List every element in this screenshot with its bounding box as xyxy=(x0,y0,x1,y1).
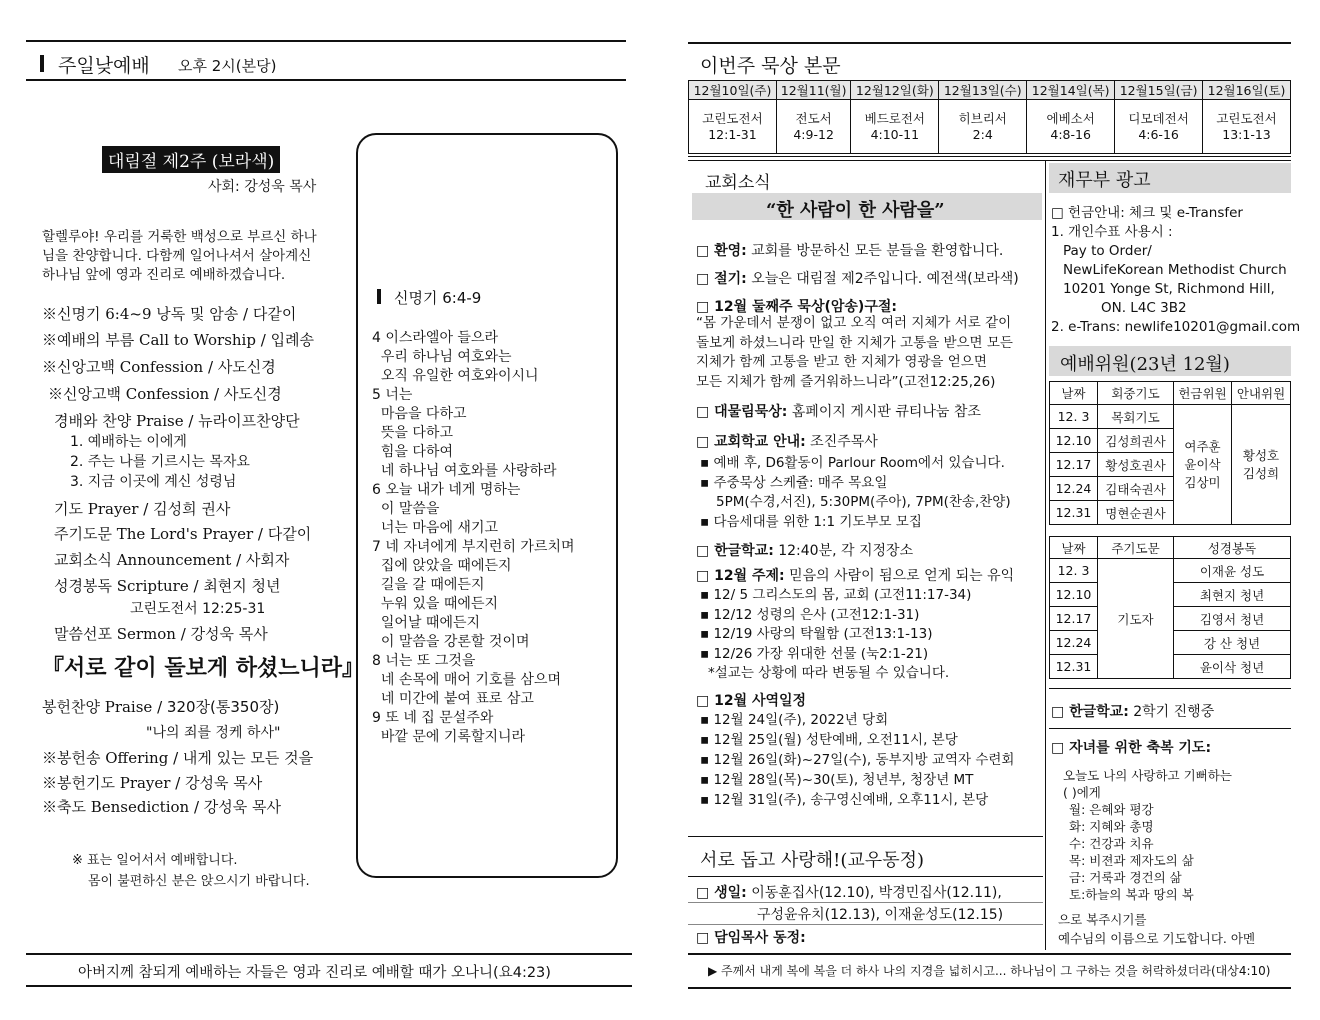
scripture-line: 일어날 때에든지 xyxy=(372,615,481,631)
offering-song-title: "나의 죄를 정케 하사" xyxy=(146,725,281,741)
meditation-book: 베드로전서 xyxy=(864,110,926,126)
scripture-line: 이 말씀을 강론할 것이며 xyxy=(372,634,530,650)
offering-cell xyxy=(1174,405,1232,525)
order-name: ※신앙고백 Confession xyxy=(48,385,210,403)
scripture-line: 오직 유일한 여호와이시니 xyxy=(372,368,539,384)
children-prayer-end-1: 으로 복주시기를 xyxy=(1058,912,1147,927)
finance-line: □ 헌금안내: 체크 및 e-Transfer xyxy=(1051,205,1243,221)
order-person: / 강성욱 목사 xyxy=(193,798,282,816)
theme-items xyxy=(700,586,971,684)
name: 김상미 xyxy=(1184,474,1221,490)
label: □ 환영: xyxy=(696,243,747,259)
news-banner: “한 사람이 한 사람을” xyxy=(766,200,945,221)
order-item xyxy=(54,623,268,644)
order-item xyxy=(54,410,300,431)
item-text: 12/ 5 그리스도의 몸, 교회 (고전11:17-34) xyxy=(713,587,972,603)
korean-school-notice xyxy=(1051,701,1214,721)
meditation-date: 12월16일(토) xyxy=(1203,81,1291,100)
order-item xyxy=(42,356,276,377)
schedule-item: ▪ 12월 25일(월) 성탄예배, 오전11시, 본당 xyxy=(700,732,958,748)
order-item xyxy=(54,575,281,596)
item-text: 12월 25일(월) 성탄예배, 오전11시, 본당 xyxy=(713,732,958,748)
td: 12.17 xyxy=(1050,607,1098,631)
school-item: ▪ 예배 후, D6활동이 Parlour Room에서 있습니다. xyxy=(700,455,1005,471)
td: 김영서 청년 xyxy=(1174,607,1291,631)
order-person: / 내게 있는 모든 것을 xyxy=(173,749,314,767)
order-person: / 사도신경 xyxy=(208,358,276,376)
label: □ 절기: xyxy=(696,271,747,287)
label: □ 담임목사 동정: xyxy=(696,930,806,946)
theme-item: ▪ 12/12 성령의 은사 (고전12:1-31) xyxy=(700,606,920,623)
scripture-marker xyxy=(377,289,381,304)
label: □ 한글학교: xyxy=(1051,704,1129,720)
value: 조진주목사 xyxy=(805,434,878,450)
order-name: ※신앙고백 Confession xyxy=(42,358,204,376)
scripture-line: 뜻을 다하고 xyxy=(372,425,453,441)
order-person: / 최현지 청년 xyxy=(193,577,281,595)
th: 회중기도 xyxy=(1098,382,1174,405)
schedule-item: ▪ 12월 26일(화)~27일(수), 동부지방 교역자 수련회 xyxy=(700,752,1015,768)
td: 12.31 xyxy=(1050,655,1098,679)
td: 명현순권사 xyxy=(1098,501,1174,525)
call-to-worship xyxy=(42,228,317,285)
service-title: 주일낮예배 xyxy=(58,55,150,77)
item-text: 예배 후, D6활동이 Parlour Room에서 있습니다. xyxy=(713,455,1005,471)
td: 윤이삭 청년 xyxy=(1174,655,1291,679)
presider: 사회: 강성욱 목사 xyxy=(208,179,317,195)
value: 12:40분, 각 지정장소 xyxy=(773,543,914,559)
order-name: 기도 Prayer xyxy=(54,500,139,518)
finance-line: ON. L4C 3B2 xyxy=(1101,300,1187,316)
order-name: ※신명기 6:4~9 낭독 및 암송 xyxy=(42,305,239,323)
order-person: / 사도신경 xyxy=(214,385,282,403)
meditation-ref: 4:6-16 xyxy=(1138,126,1179,142)
scripture-line: 9 또 네 집 문설주와 xyxy=(372,710,494,726)
meditation-date: 12월15일(금) xyxy=(1115,81,1203,100)
order-person: / 다같이 xyxy=(257,525,312,543)
school-item: ▪ 다음세대를 위한 1:1 기도부모 모집 xyxy=(700,513,922,530)
care-pastor xyxy=(696,927,806,947)
schedule-item: ▪ 12월 24일(주), 2022년 당회 xyxy=(700,712,889,728)
value: 오늘은 대림절 제2주입니다. 예전색(보라색) xyxy=(746,271,1019,287)
meditation-table xyxy=(688,80,1291,154)
note-line: ※ 표는 일어서서 예배합니다. xyxy=(72,853,238,868)
scripture-line: 힘을 다하여 xyxy=(372,444,453,460)
service-time: 오후 2시(본당) xyxy=(178,57,277,75)
prayer-line: 토:하늘의 복과 땅의 복 xyxy=(1069,887,1194,902)
meditation-passage xyxy=(939,100,1027,154)
prayer-line: 금: 거룩과 경건의 삶 xyxy=(1069,870,1182,885)
item-text: 다음세대를 위한 1:1 기도부모 모집 xyxy=(713,513,922,530)
scripture-ref: 고린도전서 12:25-31 xyxy=(130,601,266,617)
meditation-date: 12월14일(목) xyxy=(1027,81,1115,100)
label: □ 12월 둘째주 묵상(암송)구절: xyxy=(696,299,897,315)
item-text: 12/19 사랑의 탁월함 (고전13:1-13) xyxy=(713,626,933,642)
meditation-date: 12월11(월) xyxy=(776,81,850,100)
season-label-text: 대림절 제2주 (보라색) xyxy=(108,152,275,172)
order-person: / 입례송 xyxy=(260,331,315,349)
meditation-passage xyxy=(851,100,939,154)
order-item xyxy=(42,772,262,793)
news-welcome xyxy=(696,240,1003,260)
children-prayer-end-2: 예수님의 이름으로 기도합니다. 아멘 xyxy=(1058,931,1256,946)
committee-table-2 xyxy=(1049,536,1291,679)
item-text: 12/12 성령의 은사 (고전12:1-31) xyxy=(713,606,920,623)
finance-line: 2. e-Trans: newlife10201@gmail.com xyxy=(1051,319,1301,335)
left-footer: 아버지께 참되게 예배하는 자들은 영과 진리로 예배할 때가 오나니(요4:23) xyxy=(78,965,551,981)
schedule-item: ▪ 12월 28일(목)~30(토), 청년부, 청장년 MT xyxy=(700,772,974,788)
value: 홈페이지 게시판 큐티나눔 참조 xyxy=(787,404,981,420)
order-person: / 다같이 xyxy=(243,305,297,323)
order-item xyxy=(54,523,311,544)
meditation-book: 고린도전서 xyxy=(702,110,763,126)
finance-line: Pay to Order/ xyxy=(1063,243,1152,259)
scripture-line: 4 이스라엘아 들으라 xyxy=(372,330,498,346)
verse-line: 지체가 함께 고통을 받고 한 지체가 영광을 얻으면 xyxy=(696,354,987,370)
right-footer: ▶ 주께서 내게 복에 복을 더 하사 나의 지경을 넓히시고... 하나님이 그 구하는 것을 허락하셨더라(대상4:10) xyxy=(708,964,1271,978)
news-memory-label xyxy=(696,296,897,316)
item-text: 12월 31일(주), 송구영신예배, 오후11시, 본당 xyxy=(713,792,989,808)
scripture-line: 7 네 자녀에게 부지런히 가르치며 xyxy=(372,539,575,555)
th: 안내위원 xyxy=(1232,382,1291,405)
praise-song: 1. 예배하는 이에게 xyxy=(70,434,187,450)
name: 윤이삭 xyxy=(1184,456,1221,472)
order-person: / 강성욱 목사 xyxy=(180,625,268,643)
school-item: ▪ 주중묵상 스케쥴: 매주 목요일 xyxy=(700,474,888,491)
scripture-line: 이 말씀을 xyxy=(372,501,440,517)
scripture-line: 5 너는 xyxy=(372,387,413,403)
praise-song: 3. 지금 이곳에 계신 성령님 xyxy=(70,474,237,490)
order-item xyxy=(42,329,314,350)
meditation-ref: 4:10-11 xyxy=(870,126,920,142)
label: □ 대물림묵상: xyxy=(696,404,788,420)
scripture-title: 신명기 6:4-9 xyxy=(394,289,482,307)
children-prayer-label xyxy=(1051,737,1211,757)
meditation-ref: 4:8-16 xyxy=(1050,126,1091,142)
care-birthday xyxy=(696,882,1002,902)
meditation-book: 고린도전서 xyxy=(1216,110,1277,126)
prayer-line: 화: 지혜와 총명 xyxy=(1069,819,1154,834)
prayer-cell: 기도자 xyxy=(1098,559,1174,679)
prayer-line: ( )에게 xyxy=(1063,785,1101,800)
order-name: 말씀선포 Sermon xyxy=(54,625,176,643)
value: 믿음의 사람이 됨으로 얻게 되는 유익 xyxy=(784,568,1015,584)
th: 날짜 xyxy=(1050,382,1098,405)
meditation-date: 12월10일(주) xyxy=(689,81,777,100)
scripture-line: 6 오늘 내가 네게 명하는 xyxy=(372,482,521,498)
sermon-title: 『서로 같이 돌보게 하셨느니라』 xyxy=(42,655,365,681)
meditation-date: 12월12일(화) xyxy=(851,81,939,100)
season-label xyxy=(102,146,280,173)
meditation-ref: 13:1-13 xyxy=(1222,126,1271,142)
news-korean xyxy=(696,540,913,560)
theme-note: *설교는 상황에 따라 변동될 수 있습니다. xyxy=(708,665,950,681)
th: 주기도문 xyxy=(1098,537,1174,559)
item-text: 12월 26일(화)~27일(수), 동부지방 교역자 수련회 xyxy=(713,752,1015,768)
order-person: / 강성욱 목사 xyxy=(175,774,263,792)
news-dawn xyxy=(696,401,981,421)
ctw-line: 하나님 앞에 영과 진리로 예배하겠습니다. xyxy=(42,267,286,283)
schedule-item: ▪ 12월 31일(주), 송구영신예배, 오후11시, 본당 xyxy=(700,792,989,808)
td: 12.24 xyxy=(1050,477,1098,501)
ctw-line: 할렐루야! 우리를 거룩한 백성으로 부르신 하나 xyxy=(42,229,317,245)
order-item xyxy=(42,696,279,717)
label: □ 생일: xyxy=(696,885,747,901)
scripture-line: 네 하나님 여호와를 사랑하라 xyxy=(372,463,557,479)
prayer-line: 월: 은혜와 평강 xyxy=(1069,802,1154,817)
schedule-items xyxy=(700,710,1014,810)
verse-line: 돌보게 하셨느니라 만일 한 지체가 고통을 받으면 모든 xyxy=(696,334,1013,351)
guide-cell xyxy=(1232,405,1291,525)
children-prayer xyxy=(1063,767,1232,903)
td: 12.17 xyxy=(1050,453,1098,477)
td: 황성호권사 xyxy=(1098,453,1174,477)
meditation-ref: 2:4 xyxy=(972,126,993,142)
scripture-line: 우리 하나님 여호와는 xyxy=(372,349,512,365)
td: 12. 3 xyxy=(1050,559,1098,583)
order-person: / 김성희 권사 xyxy=(143,500,231,518)
news-season xyxy=(696,268,1019,288)
finance-title: 재무부 광고 xyxy=(1058,170,1151,191)
care-birthday-2: 구성윤유치(12.13), 이재윤성도(12.15) xyxy=(757,907,1004,923)
scripture-line: 길을 갈 때에든지 xyxy=(372,577,485,593)
th: 헌금위원 xyxy=(1174,382,1232,405)
td: 12.10 xyxy=(1050,583,1098,607)
name: 여주훈 xyxy=(1184,438,1221,454)
praise-song: 2. 주는 나를 기르시는 목자요 xyxy=(70,454,250,470)
committee-title: 예배위원(23년 12월) xyxy=(1060,354,1230,375)
meditation-passage xyxy=(1203,100,1291,154)
verse-line: “몸 가운데서 분쟁이 없고 오직 여러 지체가 서로 같이 xyxy=(696,315,1012,331)
order-person: / 320장(통350장) xyxy=(157,698,280,716)
order-item xyxy=(42,747,313,768)
td: 12.24 xyxy=(1050,631,1098,655)
scripture-line: 마음을 다하고 xyxy=(372,406,467,422)
td: 12.31 xyxy=(1050,501,1098,525)
meditation-passage xyxy=(1027,100,1115,154)
order-name: ※봉헌송 Offering xyxy=(42,749,169,767)
theme-item: ▪ 12/ 5 그리스도의 몸, 교회 (고전11:17-34) xyxy=(700,587,972,603)
prayer-line: 목: 비젼과 제자도의 삶 xyxy=(1069,853,1194,868)
meditation-book: 히브리서 xyxy=(958,110,1007,126)
header-marker xyxy=(40,55,44,72)
order-item xyxy=(42,303,296,324)
td: 12. 3 xyxy=(1050,405,1098,429)
order-person: / 사회자 xyxy=(236,551,290,569)
scripture-line: 네 미간에 붙여 표로 삼고 xyxy=(372,691,534,707)
td: 김성희권사 xyxy=(1098,429,1174,453)
meditation-passage xyxy=(689,100,777,154)
order-name: ※축도 Bensediction xyxy=(42,798,190,816)
td: 강 산 청년 xyxy=(1174,631,1291,655)
meditation-book: 전도서 xyxy=(795,110,832,126)
meditation-book: 디모데전서 xyxy=(1128,110,1189,126)
school-item: 5PM(수경,서진), 5:30PM(주아), 7PM(찬송,찬양) xyxy=(716,494,1011,510)
order-item xyxy=(48,383,282,404)
meditation-ref: 4:9-12 xyxy=(793,126,834,142)
news-theme xyxy=(696,565,1014,585)
th: 성경봉독 xyxy=(1174,537,1291,559)
order-name: 주기도문 The Lord's Prayer xyxy=(54,525,254,543)
order-item xyxy=(42,796,281,817)
verse-line: 모든 지체가 함께 즐거워하느니라”(고전12:25,26) xyxy=(696,373,996,390)
scripture-line: 집에 앉았을 때에든지 xyxy=(372,558,512,574)
label: □ 12월 주제: xyxy=(696,568,785,584)
meditation-date: 12월13일(수) xyxy=(939,81,1027,100)
order-name: ※봉헌기도 Prayer xyxy=(42,774,171,792)
finance-line: 10201 Yonge St, Richmond Hill, xyxy=(1063,281,1275,297)
order-item xyxy=(54,498,230,519)
prayer-line: 오늘도 나의 사랑하고 기뻐하는 xyxy=(1063,768,1232,783)
item-text: 12/26 가장 위대한 선물 (눅2:1-21) xyxy=(713,645,929,662)
td: 이재윤 성도 xyxy=(1174,559,1291,583)
scripture-line: 바깥 문에 기록할지니라 xyxy=(372,729,526,745)
order-name: 경배와 찬양 Praise xyxy=(54,412,184,430)
news-memory-verse xyxy=(696,314,1013,392)
order-name: ※예배의 부름 Call to Worship xyxy=(42,331,256,349)
finance-lines xyxy=(1051,204,1300,337)
news-title: 교회소식 xyxy=(705,173,771,193)
committee-table xyxy=(1049,381,1291,525)
ctw-line: 님을 찬양합니다. 다함께 일어나셔서 살아계신 xyxy=(42,248,312,264)
scripture-line: 네 손목에 매어 기호를 삼으며 xyxy=(372,672,561,688)
label: □ 교회학교 안내: xyxy=(696,434,806,450)
label: □ 한글학교: xyxy=(696,543,774,559)
scripture-line: 누워 있을 때에든지 xyxy=(372,596,498,612)
item-text: 주중묵상 스케쥴: 매주 목요일 xyxy=(713,474,888,491)
scripture-line: 8 너는 또 그것을 xyxy=(372,653,476,669)
th: 날짜 xyxy=(1050,537,1098,559)
finance-line: NewLifeKorean Methodist Church xyxy=(1063,262,1287,278)
item-text: 12월 24일(주), 2022년 당회 xyxy=(713,712,889,728)
value: 교회를 방문하신 모든 분들을 환영합니다. xyxy=(746,243,1004,259)
value: 이동훈집사(12.10), 박경민집사(12.11), xyxy=(746,885,1002,901)
meditation-title: 이번주 묵상 본문 xyxy=(700,55,841,77)
theme-item: ▪ 12/26 가장 위대한 선물 (눅2:1-21) xyxy=(700,645,929,662)
order-person: / 뉴라이프찬양단 xyxy=(188,412,300,430)
news-schedule-label xyxy=(696,690,806,710)
td: 김태숙권사 xyxy=(1098,477,1174,501)
item-text: 12월 28일(목)~30(토), 청년부, 청장년 MT xyxy=(713,772,974,788)
meditation-passage xyxy=(776,100,850,154)
scripture-text xyxy=(372,329,575,747)
prayer-line: 수: 건강과 치유 xyxy=(1069,836,1154,851)
meditation-book: 에베소서 xyxy=(1046,110,1095,126)
order-name: 교회소식 Announcement xyxy=(54,551,232,569)
name: 김성희 xyxy=(1242,465,1280,481)
news-school xyxy=(696,431,878,451)
note-line: 몸이 불편하신 분은 앉으시기 바랍니다. xyxy=(88,874,310,889)
td: 목회기도 xyxy=(1098,405,1174,429)
praise-songs xyxy=(70,432,250,492)
label: □ 12월 사역일정 xyxy=(696,693,807,709)
care-title: 서로 돕고 사랑해!(교우동정) xyxy=(700,850,924,871)
label: □ 자녀를 위한 축복 기도: xyxy=(1051,740,1212,756)
scripture-line: 너는 마음에 새기고 xyxy=(372,520,498,536)
value: 2학기 진행중 xyxy=(1128,704,1215,720)
finance-line: 1. 개인수표 사용시 : xyxy=(1051,224,1173,240)
td: 12.10 xyxy=(1050,429,1098,453)
school-items xyxy=(700,454,1011,532)
order-name: 성경봉독 Scripture xyxy=(54,577,189,595)
order-name: 봉헌찬양 Praise xyxy=(42,698,153,716)
theme-item: ▪ 12/19 사랑의 탁월함 (고전13:1-13) xyxy=(700,626,933,642)
td: 최현지 청년 xyxy=(1174,583,1291,607)
order-item xyxy=(54,549,289,570)
meditation-ref: 12:1-31 xyxy=(708,126,757,142)
worship-notes xyxy=(72,850,310,892)
name: 황성호 xyxy=(1242,447,1280,463)
meditation-passage xyxy=(1115,100,1203,154)
